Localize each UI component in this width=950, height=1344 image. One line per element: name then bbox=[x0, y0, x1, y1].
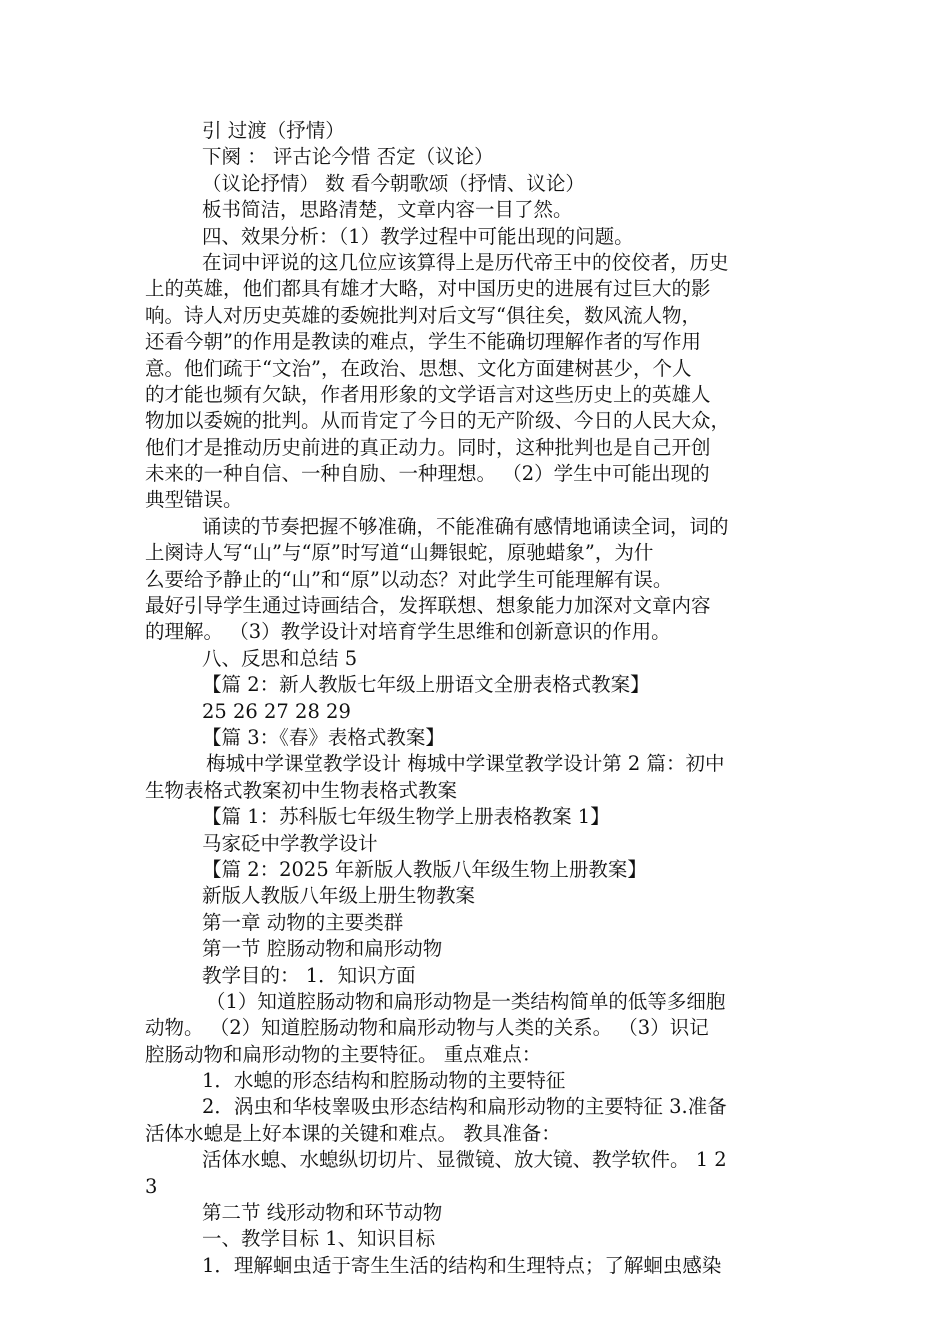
text-line: 腔肠动物和扁形动物的主要特征。 重点难点： bbox=[145, 1042, 542, 1066]
text-line: 新版人教版八年级上册生物教案 bbox=[202, 884, 476, 908]
text-line: 1．理解蛔虫适于寄生生活的结构和生理特点；了解蛔虫感染 bbox=[202, 1253, 722, 1277]
text-line: 梅城中学课堂教学设计 梅城中学课堂教学设计第 2 篇：初中 bbox=[206, 752, 725, 776]
text-line: 未来的一种自信、一种自励、一种理想。 （2）学生中可能出现的 bbox=[145, 462, 710, 486]
text-line: 马家砭中学教学设计 bbox=[202, 831, 378, 855]
text-line: 活体水螅是上好本课的关键和难点。 教具准备： bbox=[145, 1121, 561, 1145]
section-heading: 【篇 2：新人教版七年级上册语文全册表格式教案】 bbox=[202, 673, 650, 697]
section-heading: 第一节 腔肠动物和扁形动物 bbox=[202, 937, 443, 961]
text-line: 还看今朝”的作用是教读的难点，学生不能确切理解作者的写作用 bbox=[145, 330, 701, 354]
text-line: 的才能也频有欠缺，作者用形象的文学语言对这些历史上的英雄人 bbox=[145, 382, 711, 406]
text-line: （1）知道腔肠动物和扁形动物是一类结构简单的低等多细胞 bbox=[206, 989, 726, 1013]
section-heading: 八、反思和总结 5 bbox=[202, 646, 358, 670]
text-line: 25 26 27 28 29 bbox=[202, 699, 351, 723]
text-line: 板书简洁，思路清楚，文章内容一目了然。 bbox=[202, 198, 573, 222]
text-line: 一、教学目标 1、知识目标 bbox=[202, 1227, 436, 1251]
text-line: 上的英雄，他们都具有雄才大略，对中国历史的进展有过巨大的影 bbox=[145, 277, 711, 301]
section-heading: 【篇 3：《春》表格式教案】 bbox=[202, 725, 445, 749]
section-heading: 第二节 线形动物和环节动物 bbox=[202, 1201, 443, 1225]
text-line: 在词中评说的这几位应该算得上是历代帝王中的佼佼者，历史 bbox=[202, 250, 729, 274]
text-line: 物加以委婉的批判。从而肯定了今日的无产阶级、今日的人民大众， bbox=[145, 409, 731, 433]
section-heading: 【篇 1：苏科版七年级生物学上册表格教案 1】 bbox=[202, 805, 610, 829]
text-line: 生物表格式教案初中生物表格式教案 bbox=[145, 778, 458, 802]
text-line: 引 过渡（抒情） bbox=[202, 119, 345, 142]
text-line: 诵读的节奏把握不够准确，不能准确有感情地诵读全词，词的 bbox=[202, 514, 729, 538]
text-line: 活体水螅、水螅纵切切片、显微镜、放大镜、教学软件。 1 2 bbox=[202, 1148, 727, 1172]
text-line: 上阕诗人写“山”与“原”时写道“山舞银蛇，原驰蜡象”，为什 bbox=[145, 541, 654, 565]
text-line: 意。他们疏于“文治”，在政治、思想、文化方面建树甚少，个人 bbox=[145, 356, 692, 380]
text-line: 最好引导学生通过诗画结合，发挥联想、想象能力加深对文章内容 bbox=[145, 594, 711, 618]
text-line: 么要给予静止的“山”和“原”以动态？对此学生可能理解有误。 bbox=[145, 567, 673, 591]
text-line: 他们才是推动历史前进的真正动力。同时，这种批判也是自己开创 bbox=[145, 435, 711, 459]
text-line: 教学目的： 1．知识方面 bbox=[202, 963, 416, 987]
section-heading: 四、效果分析：（1）教学过程中可能出现的问题。 bbox=[202, 224, 634, 248]
text-line: 动物。 （2）知道腔肠动物和扁形动物与人类的关系。 （3）识记 bbox=[145, 1016, 709, 1040]
document-body bbox=[145, 118, 810, 1279]
text-line: 下阕 ： 评古论今惜 否定（议论） bbox=[202, 145, 494, 169]
text-line: 3 bbox=[145, 1174, 158, 1198]
text-line: 1．水螅的形态结构和腔肠动物的主要特征 bbox=[202, 1069, 566, 1093]
text-line: （议论抒情） 数 看今朝歌颂（抒情、议论） bbox=[202, 171, 585, 195]
chapter-heading: 第一章 动物的主要类群 bbox=[202, 910, 404, 934]
section-heading: 【篇 2：2025 年新版人教版八年级生物上册教案】 bbox=[202, 857, 647, 881]
text-line: 响。诗人对历史英雄的委婉批判对后文写“俱往矣，数风流人物， bbox=[145, 303, 701, 327]
text-line: 的理解。 （3）教学设计对培育学生思维和创新意识的作用。 bbox=[145, 620, 671, 644]
text-line: 典型错误。 bbox=[145, 488, 243, 512]
text-line: 2．涡虫和华枝睾吸虫形态结构和扁形动物的主要特征 3.准备 bbox=[202, 1095, 727, 1119]
